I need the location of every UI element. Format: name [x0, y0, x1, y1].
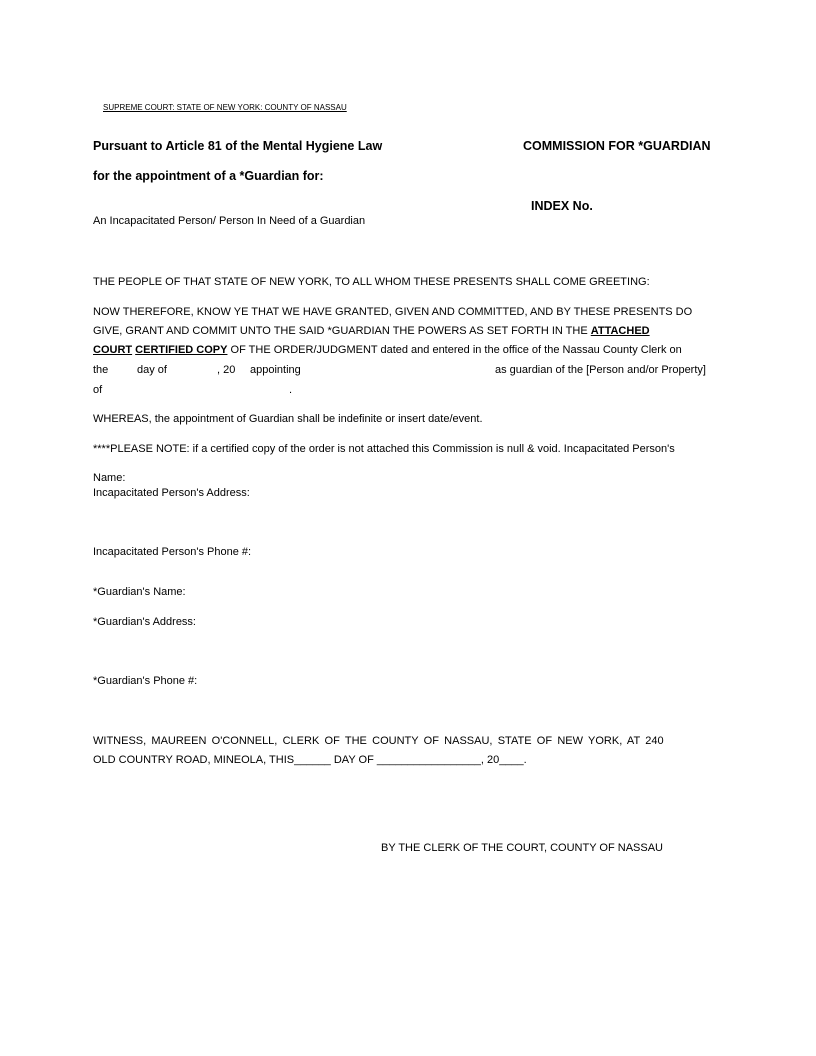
witness-line-2: OLD COUNTRY ROAD, MINEOLA, THIS______ DAY OF _________________, 20____.: [93, 754, 527, 766]
court-word: COURT: [93, 344, 133, 356]
witness-line-1: WITNESS, MAUREEN O'CONNELL, CLERK OF THE COUNTY OF NASSAU, STATE OF NEW YORK, AT 240: [93, 735, 664, 747]
person-type: An Incapacitated Person/ Person In Need of a Guardian: [93, 215, 366, 227]
now-therefore-line-1: NOW THEREFORE, KNOW YE THAT WE HAVE GRANTED, GIVEN AND COMMITTED, AND BY THESE PRESENTS DO: [93, 306, 693, 318]
appointment-heading: for the appointment of a *Guardian for:: [93, 169, 324, 183]
now-therefore-text: GIVE, GRANT AND COMMIT UNTO THE SAID *GUARDIAN THE POWERS AS SET FORTH IN THE: [93, 325, 591, 337]
guardian-phone-label: *Guardian's Phone #:: [93, 675, 198, 687]
day-of-label: day of: [137, 364, 167, 376]
now-therefore-line-3: [93, 344, 682, 356]
order-judgment-text: OF THE ORDER/JUDGMENT dated and entered in the office of the Nassau County Clerk on: [227, 344, 682, 356]
guardian-address-label: *Guardian's Address:: [93, 616, 196, 628]
guardian-name-label: *Guardian's Name:: [93, 586, 186, 598]
period-mark: .: [289, 384, 293, 396]
please-note-paragraph: ****PLEASE NOTE: if a certified copy of the order is not attached this Commission is null & void. Incapacitated Person's: [93, 443, 675, 455]
index-number-label: INDEX No.: [531, 199, 593, 213]
ip-phone-label: Incapacitated Person's Phone #:: [93, 546, 252, 558]
court-caption: SUPREME COURT: STATE OF NEW YORK: COUNTY OF NASSAU: [103, 103, 347, 112]
of-label: of: [93, 384, 103, 396]
pursuant-heading: Pursuant to Article 81 of the Mental Hygiene Law: [93, 139, 383, 153]
now-therefore-line-2: [93, 325, 650, 337]
commission-title: COMMISSION FOR *GUARDIAN: [523, 139, 711, 153]
clerk-signature-line: BY THE CLERK OF THE COURT, COUNTY OF NASSAU: [381, 842, 663, 854]
the-label: the: [93, 364, 109, 376]
year-label: , 20: [217, 364, 236, 376]
attached-link-text: ATTACHED: [590, 325, 650, 337]
whereas-paragraph: WHEREAS, the appointment of Guardian shall be indefinite or insert date/event.: [93, 413, 483, 425]
ip-address-label: Incapacitated Person's Address:: [93, 487, 250, 499]
ip-name-label: Name:: [93, 472, 126, 484]
greeting-paragraph: THE PEOPLE OF THAT STATE OF NEW YORK, TO ALL WHOM THESE PRESENTS SHALL COME GREETING:: [93, 276, 650, 288]
certified-copy-text: CERTIFIED COPY: [135, 344, 228, 356]
appointing-label: appointing: [250, 364, 301, 376]
as-guardian-label: as guardian of the [Person and/or Property]: [495, 364, 706, 376]
